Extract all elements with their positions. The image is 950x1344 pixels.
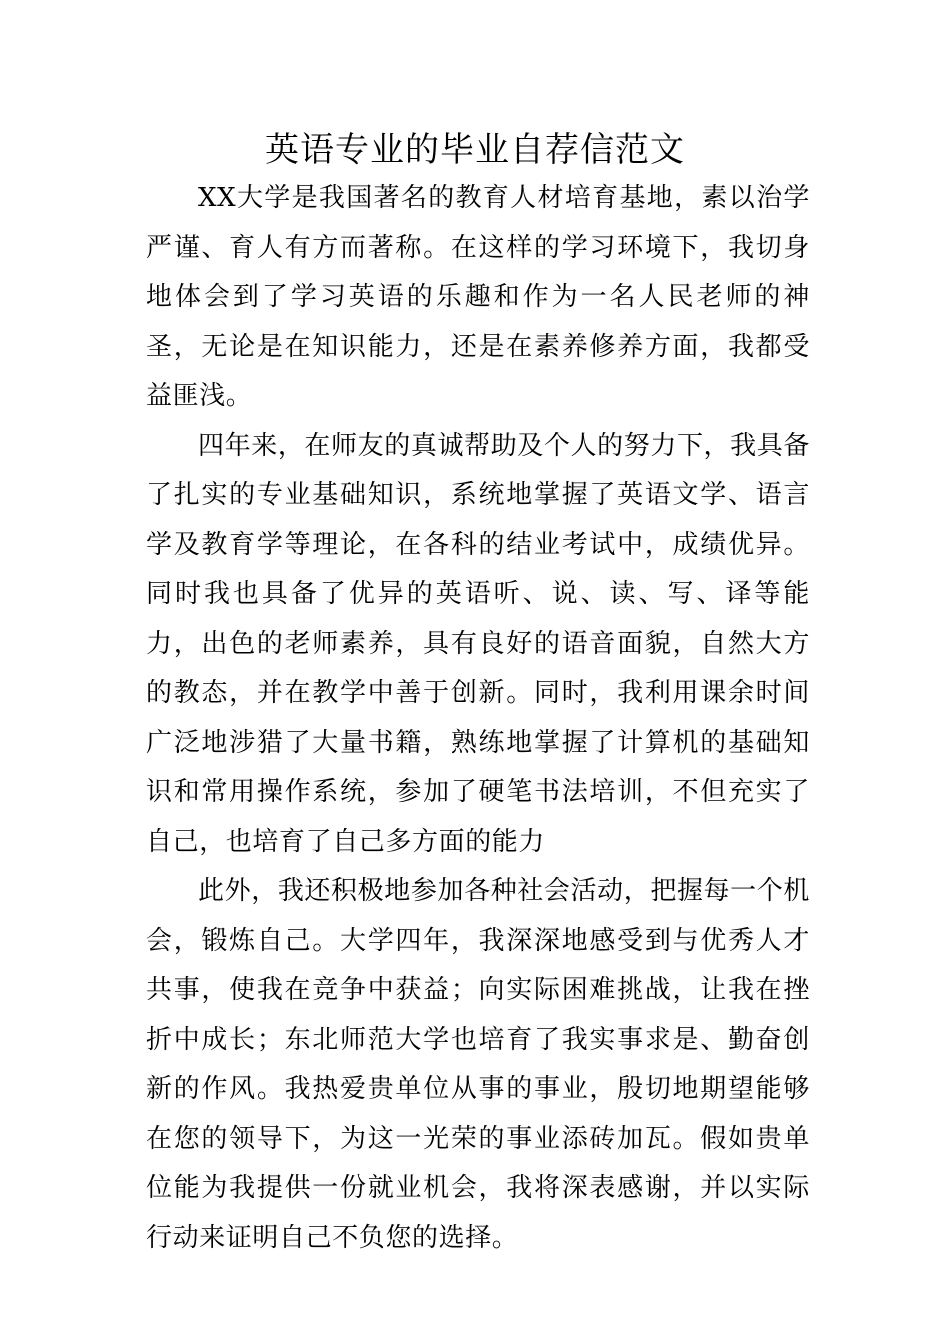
paragraph-3: 此外，我还积极地参加各种社会活动，把握每一个机会，锻炼自己。大学四年，我深深地感受到与优秀人才共事，使我在竞争中获益；向实际困难挑战，让我在挫折中成长；东北师范大学也培育了我实事求是、勤奋创新的作风。我热爱贵单位从事的事业，殷切地期望能够在您的领导下，为这一光荣的事业添砖加瓦。假如贵单位能为我提供一份就业机会，我将深表感谢，并以实际行动来证明自己不负您的选择。 (146, 876, 810, 1253)
document-title: 英语专业的毕业自荐信范文 (265, 130, 685, 170)
paragraph-1: XX大学是我国著名的教育人材培育基地，素以治学严谨、育人有方而著称。在这样的学习环境下，我切身地体会到了学习英语的乐趣和作为一名人民老师的神圣，无论是在知识能力，还是在素养修养方面，我都受益匪浅。 (146, 183, 810, 411)
document-body (146, 174, 810, 1263)
paragraph-2: 四年来，在师友的真诚帮助及个人的努力下，我具备了扎实的专业基础知识，系统地掌握了英语文学、语言学及教育学等理论，在各科的结业考试中，成绩优异。同时我也具备了优异的英语听、说、读、写、译等能力，出色的老师素养，具有良好的语音面貌，自然大方的教态，并在教学中善于创新。同时，我利用课余时间广泛地涉猎了大量书籍，熟练地掌握了计算机的基础知识和常用操作系统，参加了硬笔书法培训，不但充实了自己，也培育了自己多方面的能力 (146, 430, 810, 857)
